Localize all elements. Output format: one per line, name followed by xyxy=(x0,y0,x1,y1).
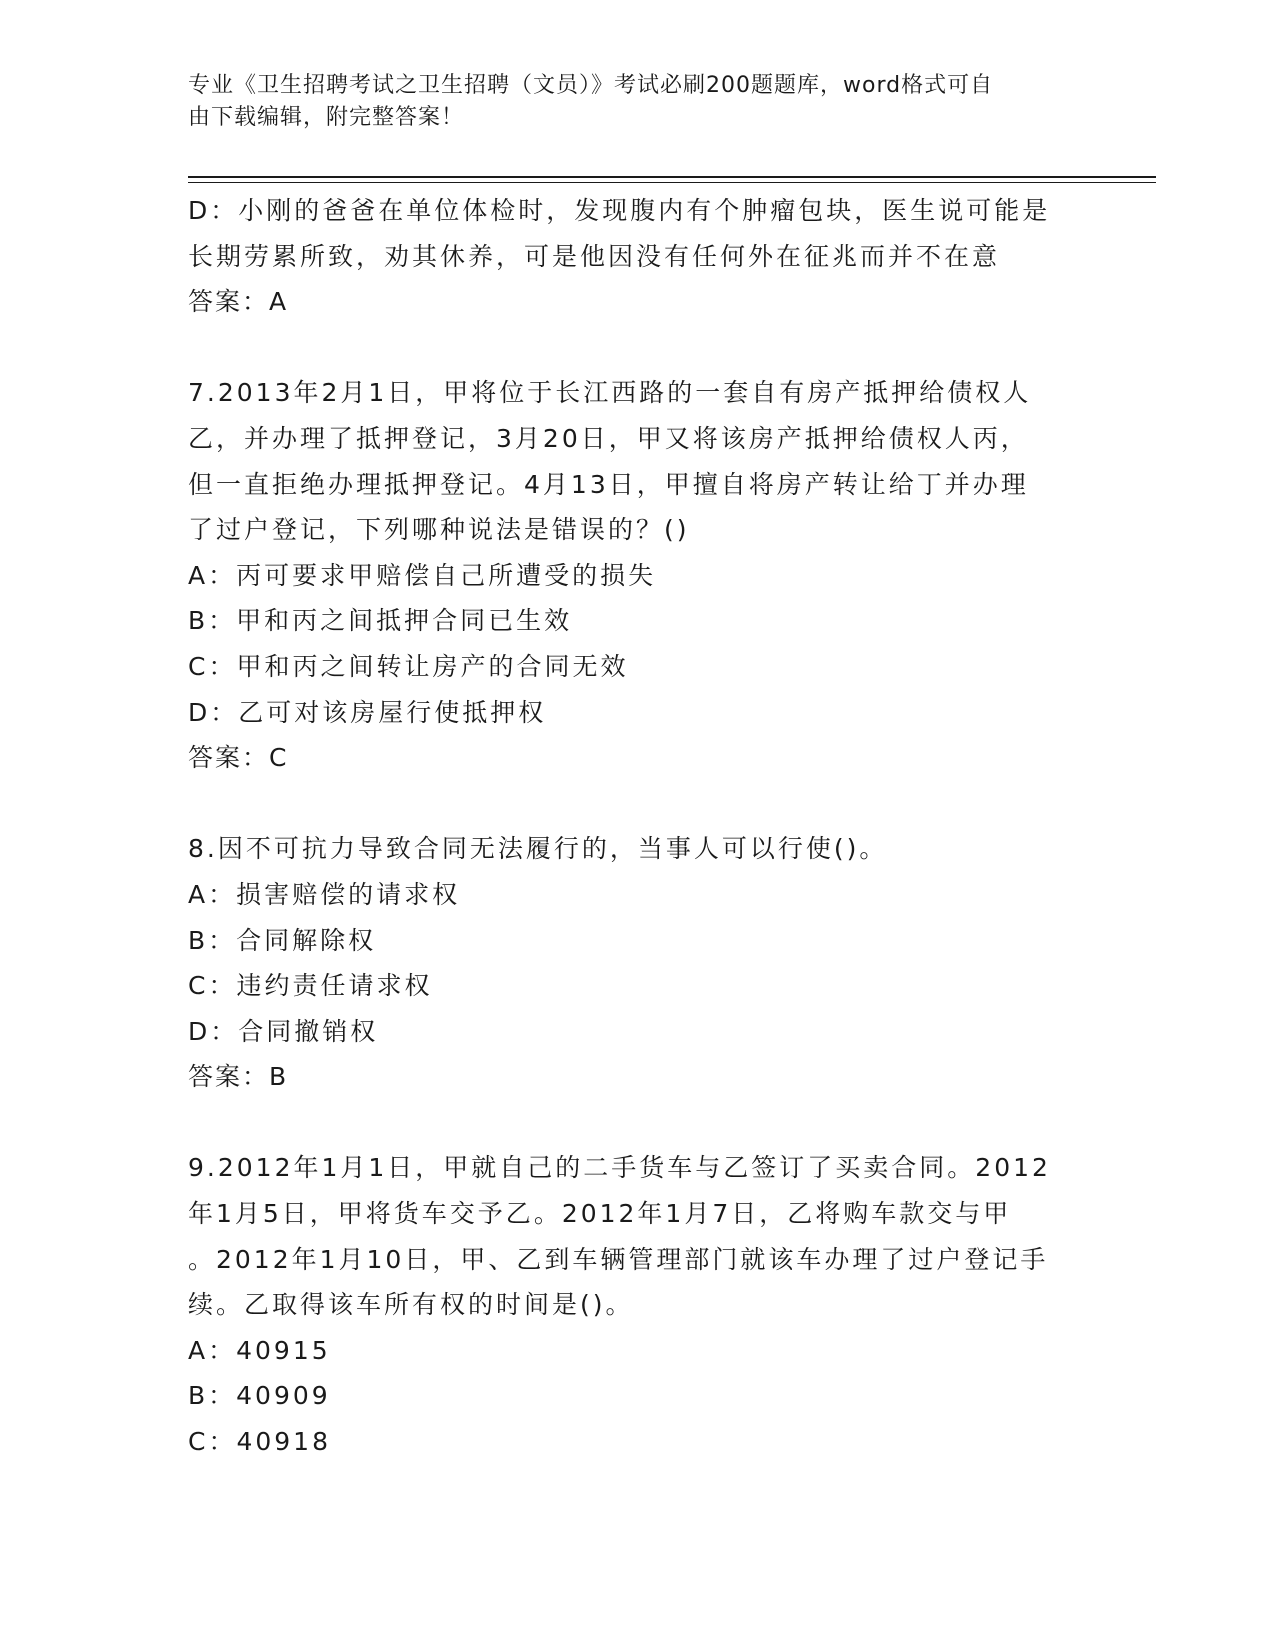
header-line-1: 专业《卫生招聘考试之卫生招聘（文员）》考试必刷200题题库，word格式可自 xyxy=(188,73,994,98)
answer-line: 答案：B xyxy=(188,1062,289,1092)
question-6-tail xyxy=(188,188,1088,325)
option-b: B：甲和丙之间抵押合同已生效 xyxy=(188,606,573,636)
option-a: A：损害赔偿的请求权 xyxy=(188,879,461,909)
question-stem-line: 续。乙取得该车所有权的时间是()。 xyxy=(188,1290,634,1320)
page-header xyxy=(188,70,1078,134)
option-b: B：40909 xyxy=(188,1381,331,1411)
option-c: C：违约责任请求权 xyxy=(188,971,433,1001)
header-rule-thick xyxy=(188,176,1156,178)
option-a: A：40915 xyxy=(188,1335,331,1365)
answer-line: 答案：C xyxy=(188,743,289,773)
spacer xyxy=(188,781,1088,827)
option-d: D：乙可对该房屋行使抵押权 xyxy=(188,697,547,727)
question-9 xyxy=(188,1145,1088,1464)
option-b: B：合同解除权 xyxy=(188,925,377,955)
question-stem-line: 9.2012年1月1日，甲就自己的二手货车与乙签订了买卖合同。2012 xyxy=(188,1153,1051,1183)
option-c: C：甲和丙之间转让房产的合同无效 xyxy=(188,651,629,681)
question-stem-line: 了过户登记，下列哪种说法是错误的？() xyxy=(188,515,690,545)
header-line-2: 由下载编辑，附完整答案！ xyxy=(188,105,465,130)
option-a: A：丙可要求甲赔偿自己所遭受的损失 xyxy=(188,560,657,590)
question-stem-line: 年1月5日，甲将货车交予乙。2012年1月7日，乙将购车款交与甲 xyxy=(188,1199,1012,1229)
question-7 xyxy=(188,370,1088,780)
option-c: C：40918 xyxy=(188,1427,331,1457)
spacer xyxy=(188,325,1088,371)
question-stem-line: 。2012年1月10日，甲、乙到车辆管理部门就该车办理了过户登记手 xyxy=(188,1244,1049,1274)
question-stem-line: 7.2013年2月1日，甲将位于长江西路的一套自有房产抵押给债权人 xyxy=(188,378,1032,408)
option-d: D：小刚的爸爸在单位体检时，发现腹内有个肿瘤包块，医生说可能是 xyxy=(188,196,1051,225)
question-8 xyxy=(188,826,1088,1100)
option-d-continued: 长期劳累所致，劝其休养，可是他因没有任何外在征兆而并不在意 xyxy=(188,241,1001,271)
option-d: D：合同撤销权 xyxy=(188,1016,379,1046)
spacer xyxy=(188,1100,1088,1146)
question-stem-line: 但一直拒绝办理抵押登记。4月13日，甲擅自将房产转让给丁并办理 xyxy=(188,469,1029,499)
answer-line: 答案：A xyxy=(188,287,289,317)
question-stem-line: 8.因不可抗力导致合同无法履行的，当事人可以行使()。 xyxy=(188,834,888,864)
header-rule-thin xyxy=(188,182,1156,183)
question-content xyxy=(188,188,1088,1465)
question-stem-line: 乙，并办理了抵押登记，3月20日，甲又将该房产抵押给债权人丙， xyxy=(188,423,1029,453)
